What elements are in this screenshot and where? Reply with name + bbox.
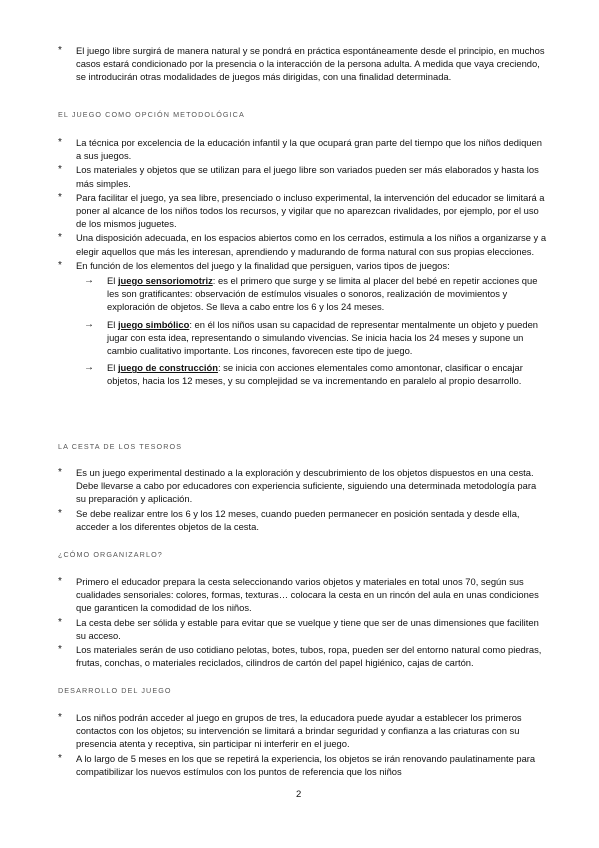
list-item: * En función de los elementos del juego y la finalidad que persiguen, varios tipos de juegos: (58, 259, 450, 271)
page-number: 2 (296, 789, 302, 800)
section-2-block (58, 466, 548, 534)
sub-list-item: → El juego sensoriomotriz: es el primero que surge y se limita al placer del bebé en repetir acciones que les son gratificantes: observación de estímulos visuales o sonoros, realización de movimientos y exploración de objetos. Se lleva a cabo entre los 6 y los 24 meses. (84, 275, 538, 313)
bullet-icon: * (58, 752, 62, 764)
list-item: * Los materiales y objetos que se utilizan para el juego libre son variados pueden ser más elaborados y hasta los más simples. (58, 164, 539, 189)
bullet-icon: * (58, 259, 62, 271)
bullet-icon: * (58, 712, 62, 723)
list-item: * Los niños podrán acceder al juego en grupos de tres, la educadora puede ayudar a establecer los primeros contactos con los objetos; su intervención se limitará a brindar seguridad y confianza a las criaturas con su presencia atenta y receptiva, sin participar ni interferir en el juego. (58, 712, 522, 750)
list-item: * Se debe realizar entre los 6 y los 12 meses, cuando pueden permanecer en posición sentada y desde ella, acceder a los diferentes objetos de la cesta. (58, 507, 520, 532)
bullet-icon: * (58, 164, 62, 176)
list-item: * Es un juego experimental destinado a la exploración y descubrimiento de los objetos dispuestos en una cesta. Debe llevarse a cabo por educadores con experiencia suficiente, siguiendo una determinada metodología para su preparación y aplicación. (58, 467, 537, 505)
list-item: * La técnica por excelencia de la educación infantil y la que ocupará gran parte del tiempo que los niños dediquen a sus juegos. (58, 137, 542, 162)
arrow-icon: → (84, 275, 94, 287)
list-item: * Para facilitar el juego, ya sea libre, presenciado o incluso experimental, la intervención del educador se limitará a poner al alcance de los niños todos los recursos, y vigilar que no aparezcan rivalidades, por ejemplo, por el uso de los mismos juguetes. (58, 191, 545, 230)
bullet-icon: * (58, 507, 62, 519)
bullet-icon: * (58, 616, 62, 628)
list-item: * El juego libre surgirá de manera natural y se pondrá en práctica espontáneamente desde el principio, en muchos casos estará condicionado por la presencia o la interacción de la persona adulta. A medida que vaya creciendo, se introducirán otras modalidades de juegos más dirigidas, con una finalidad determinada. (58, 45, 545, 83)
section-heading: LA CESTA DE LOS TESOROS (58, 442, 183, 451)
section-heading: EL JUEGO COMO OPCIÓN METODOLÓGICA (58, 110, 245, 119)
bullet-icon: * (58, 576, 62, 587)
list-item: * Una disposición adecuada, en los espacios abiertos como en los cerrados, estimula a los niños a organizarse y a elegir aquellos que más les interesan, aprendiendo y madurando de forma natural con sus propias elecciones. (58, 232, 547, 257)
bullet-icon: * (58, 137, 62, 148)
bullet-icon: * (58, 191, 62, 203)
sub-list-item: → El juego de construcción: se inicia con acciones elementales como amontonar, clasificar o encajar objetos, hacia los 12 meses, y su complejidad se va incrementando en paralelo al propio desarrollo. (84, 362, 523, 387)
list-item: * A lo largo de 5 meses en los que se repetirá la experiencia, los objetos se irán renovando paulatinamente para compatibilizar los nuevos estímulos con los puntos de referencia que los niños (58, 752, 536, 777)
section-heading: DESARROLLO DEL JUEGO (58, 686, 172, 695)
list-item: * Primero el educador prepara la cesta seleccionando varios objetos y materiales en total unos 70, según sus cualidades sensoriales: colores, formas, texturas… colocara la cesta en un rincón del aula en unas condiciones que garanticen la comodidad de los niños. (58, 576, 539, 614)
bullet-icon: * (58, 467, 62, 478)
list-item: * Los materiales serán de uso cotidiano pelotas, botes, tubos, ropa, pueden ser del entorno natural como piedras, frutas, conchas, o materiales reciclados, cilindros de cartón del papel higiénico, cajas de cartón. (58, 644, 542, 669)
section-heading: ¿CÓMO ORGANIZARLO? (58, 550, 163, 559)
intro-block (58, 44, 548, 85)
bullet-icon: * (58, 644, 62, 656)
sub-list-item: → El juego simbólico: en él los niños usan su capacidad de representar mentalmente un objeto y pueden jugar con esta idea, representando o simulando vivencias. Se inicia hacia los 24 meses y supone un cambio cualitativo importante. Los rincones, favorecen este tipo de juego. (84, 318, 538, 357)
list-item: * La cesta debe ser sólida y estable para evitar que se vuelque y tiene que ser de unas dimensiones que faciliten su acceso. (58, 616, 539, 641)
bullet-icon: * (58, 45, 62, 56)
section-3-block (58, 575, 548, 670)
bullet-icon: * (58, 232, 62, 244)
arrow-icon: → (84, 318, 94, 330)
arrow-icon: → (84, 362, 94, 374)
section-4-block (58, 711, 548, 779)
section-1-block (58, 136, 548, 392)
